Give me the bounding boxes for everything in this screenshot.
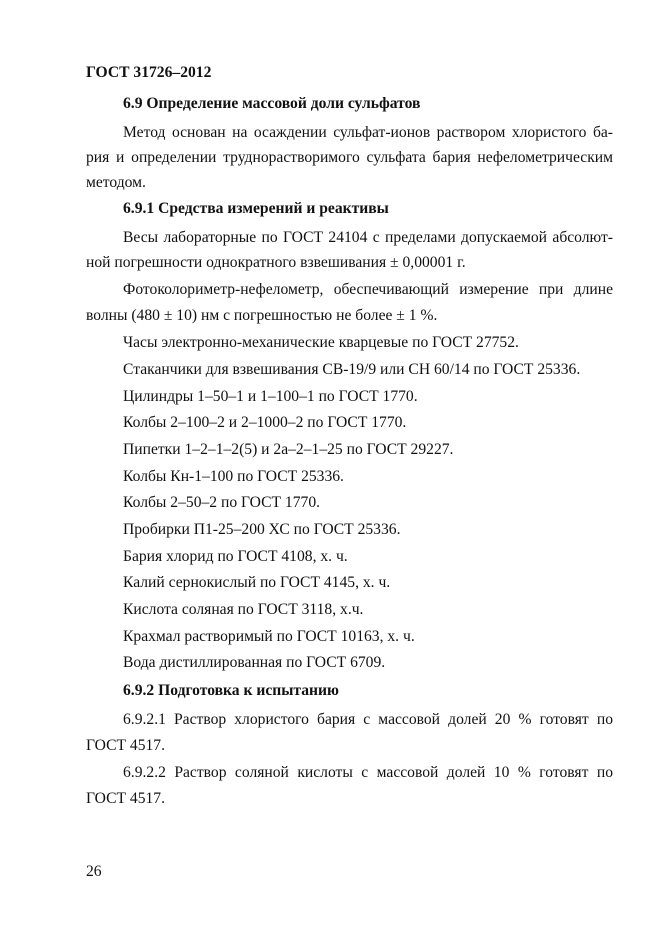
list-item: ной погрешности однократного взвешивания ± 0,00001 г.: [86, 254, 466, 271]
intro-paragraph-line: Метод основан на осаждении сульфат-ионов раствором хлористого ба-: [123, 124, 613, 141]
list-item: Калий сернокислый по ГОСТ 4145, х. ч.: [123, 574, 391, 591]
list-item: Часы электронно-механические кварцевые по ГОСТ 27752.: [123, 334, 519, 351]
paragraph-line: ГОСТ 4517.: [86, 790, 165, 807]
list-item: Весы лабораторные по ГОСТ 24104 с пределами допускаемой абсолют-: [123, 229, 613, 246]
paragraph-line: 6.9.2.2 Раствор соляной кислоты с массовой долей 10 % готовят по: [123, 764, 613, 781]
subsection-title: 6.9.2 Подготовка к испытанию: [123, 682, 339, 699]
intro-paragraph-line: рия и определении труднорастворимого сульфата бария нефелометрическим: [86, 149, 613, 166]
list-item: Бария хлорид по ГОСТ 4108, х. ч.: [123, 548, 348, 565]
list-item: Колбы 2–50–2 по ГОСТ 1770.: [123, 494, 321, 511]
list-item: Цилиндры 1–50–1 и 1–100–1 по ГОСТ 1770.: [123, 388, 418, 405]
list-item: Фотоколориметр-нефелометр, обеспечивающий измерение при длине: [123, 281, 613, 298]
section-title: 6.9 Определение массовой доли сульфатов: [123, 95, 421, 112]
list-item: Крахмал растворимый по ГОСТ 10163, х. ч.: [123, 628, 415, 645]
intro-paragraph-line: методом.: [86, 174, 146, 191]
paragraph-line: 6.9.2.1 Раствор хлористого бария с массовой долей 20 % готовят по: [123, 711, 613, 728]
list-item: Кислота соляная по ГОСТ 3118, х.ч.: [123, 601, 364, 618]
page-number: 26: [86, 863, 102, 880]
list-item: Колбы 2–100–2 и 2–1000–2 по ГОСТ 1770.: [123, 414, 407, 431]
list-item: Вода дистиллированная по ГОСТ 6709.: [123, 654, 386, 671]
list-item: волны (480 ± 10) нм с погрешностью не более ± 1 %.: [86, 307, 438, 324]
list-item: Пробирки П1-25–200 ХС по ГОСТ 25336.: [123, 521, 401, 538]
subsection-title: 6.9.1 Средства измерений и реактивы: [123, 200, 389, 217]
document-header-id: ГОСТ 31726–2012: [86, 64, 212, 81]
list-item: Колбы Кн-1–100 по ГОСТ 25336.: [123, 468, 344, 485]
list-item: Стаканчики для взвешивания СВ-19/9 или СН 60/14 по ГОСТ 25336.: [123, 361, 581, 378]
paragraph-line: ГОСТ 4517.: [86, 737, 165, 754]
list-item: Пипетки 1–2–1–2(5) и 2а–2–1–25 по ГОСТ 29227.: [123, 441, 454, 458]
